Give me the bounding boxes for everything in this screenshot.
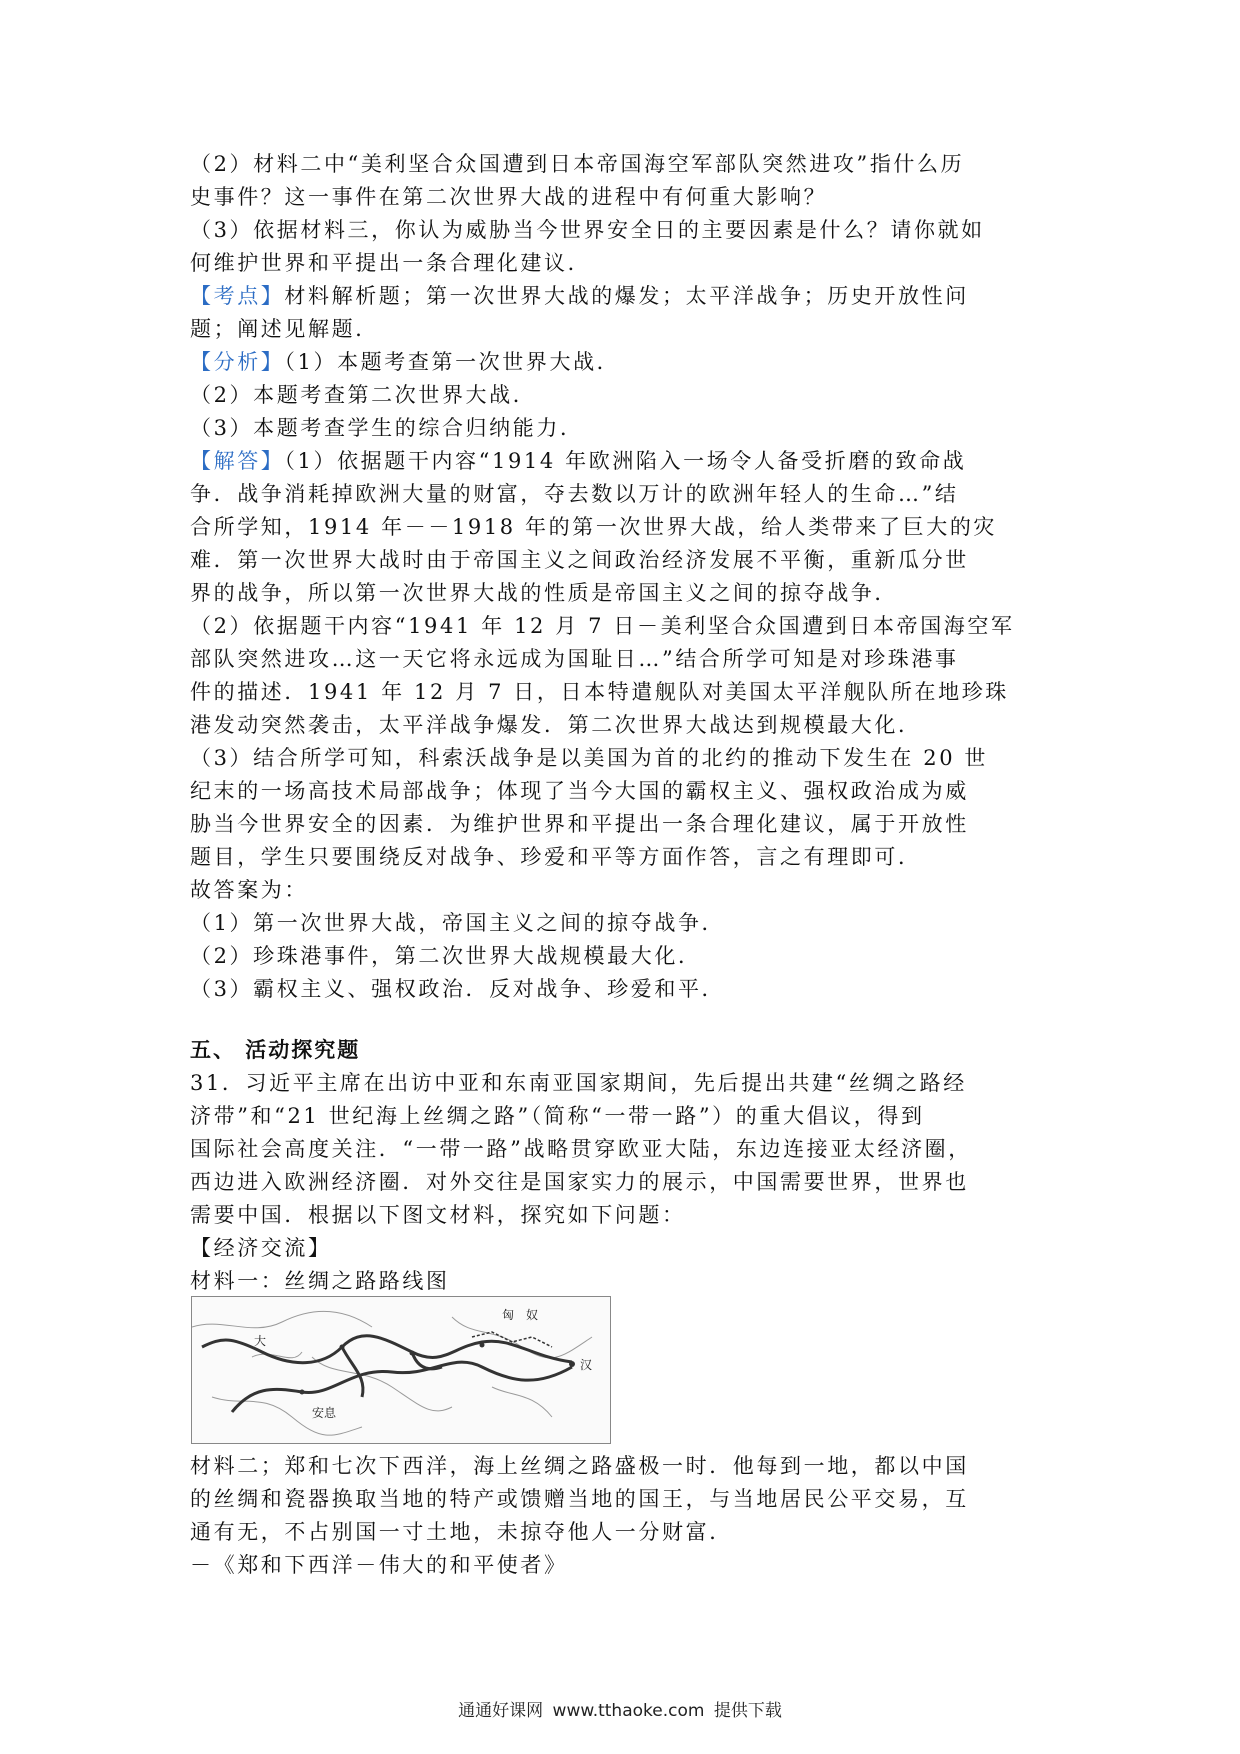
line-text: 件的描述．1941 年 12 月 7 日，日本特遣舰队对美国太平洋舰队所在地珍珠 xyxy=(190,680,1009,704)
section-title: 五、 活动探究题 xyxy=(190,1038,361,1062)
section-tag: 【分析】 xyxy=(190,350,285,374)
line-text: 难．第一次世界大战时由于帝国主义之间政治经济发展不平衡，重新瓜分世 xyxy=(190,548,969,572)
text-line xyxy=(190,775,1060,808)
line-text: 题目，学生只要围绕反对战争、珍爱和平等方面作答，言之有理即可． xyxy=(190,845,922,869)
line-text: （2）本题考查第二次世界大战． xyxy=(190,383,537,407)
line-text: 港发动突然袭击，太平洋战争爆发．第二次世界大战达到规模最大化． xyxy=(190,713,922,737)
section-tag: 【解答】 xyxy=(190,449,285,473)
text-line xyxy=(190,214,1060,247)
line-text: （1）依据题干内容“1914 年欧洲陷入一场令人备受折磨的致命战 xyxy=(284,449,967,473)
text-line xyxy=(190,544,1060,577)
map-label-xiongnu: 匈 奴 xyxy=(502,1308,539,1322)
line-text: （2）依据题干内容“1941 年 12 月 7 日－美利坚合众国遭到日本帝国海空军 xyxy=(190,614,1015,638)
map-label-da: 大 xyxy=(254,1334,267,1348)
text-line xyxy=(190,874,1060,907)
page-footer xyxy=(0,1696,1240,1721)
section-tag: 【考点】 xyxy=(190,284,285,308)
text-line xyxy=(190,841,1060,874)
text-line xyxy=(190,940,1060,973)
line-text: 部队突然进攻…这一天它将永远成为国耻日…”结合所学可知是对珍珠港事 xyxy=(190,647,959,671)
text-line xyxy=(190,577,1060,610)
text-line xyxy=(190,511,1060,544)
text-line xyxy=(190,346,1060,379)
question-line: 材料一：丝绸之路路线图 xyxy=(190,1269,450,1293)
text-line xyxy=(190,148,1060,181)
text-line xyxy=(190,379,1060,412)
text-line xyxy=(190,181,1060,214)
question-line: 需要中国．根据以下图文材料，探究如下问题： xyxy=(190,1203,686,1227)
line-text: 故答案为： xyxy=(190,878,308,902)
text-line xyxy=(190,412,1060,445)
line-text: 争．战争消耗掉欧洲大量的财富，夺去数以万计的欧洲年轻人的生命…”结 xyxy=(190,482,959,506)
line-text: （2）材料二中“美利坚合众国遭到日本帝国海空军部队突然进攻”指什么历 xyxy=(190,152,965,176)
material-line: －《郑和下西洋－伟大的和平使者》 xyxy=(190,1553,568,1577)
silk-road-map xyxy=(191,1296,611,1444)
material-line: 通有无，不占别国一寸土地，未掠夺他人一分财富． xyxy=(190,1520,733,1544)
text-line xyxy=(190,973,1060,1006)
line-text: （3）霸权主义、强权政治．反对战争、珍爱和平． xyxy=(190,977,726,1001)
question-31 xyxy=(190,1067,1060,1298)
text-line xyxy=(190,808,1060,841)
question-line: 31．习近平主席在出访中亚和东南亚国家期间，先后提出共建“丝绸之路经 xyxy=(190,1071,967,1095)
text-line xyxy=(190,247,1060,280)
line-text: 史事件？这一事件在第二次世界大战的进程中有何重大影响？ xyxy=(190,185,828,209)
footer-url[interactable]: www.tthaoke.com xyxy=(552,1701,705,1721)
line-text: 胁当今世界安全的因素．为维护世界和平提出一条合理化建议，属于开放性 xyxy=(190,812,969,836)
after-map-content xyxy=(190,1450,1060,1582)
line-text: 何维护世界和平提出一条合理化建议． xyxy=(190,251,592,275)
question-line: 【经济交流】 xyxy=(190,1236,332,1260)
text-line xyxy=(190,445,1060,478)
text-line xyxy=(190,610,1060,643)
material-line: 的丝绸和瓷器换取当地的特产或馈赠当地的国王，与当地居民公平交易，互 xyxy=(190,1487,969,1511)
text-line xyxy=(190,643,1060,676)
answer-section xyxy=(190,148,1060,1006)
text-line xyxy=(190,676,1060,709)
question-line: 济带”和“21 世纪海上丝绸之路”（简称“一带一路”）的重大倡议，得到 xyxy=(190,1104,925,1128)
text-line xyxy=(190,907,1060,940)
question-line: 国际社会高度关注．“一带一路”战略贯穿欧亚大陆，东边连接亚太经济圈， xyxy=(190,1137,972,1161)
map-label-han: 汉 xyxy=(580,1358,593,1372)
footer-site-name: 通通好课网 xyxy=(458,1701,544,1721)
question-line: 西边进入欧洲经济圈．对外交往是国家实力的展示，中国需要世界，世界也 xyxy=(190,1170,969,1194)
material-two xyxy=(190,1450,1060,1582)
line-text: 题；阐述见解题． xyxy=(190,317,379,341)
line-text: （3）本题考查学生的综合归纳能力． xyxy=(190,416,584,440)
line-text: 合所学知，1914 年－－1918 年的第一次世界大战，给人类带来了巨大的灾 xyxy=(190,515,998,539)
line-text: （2）珍珠港事件，第二次世界大战规模最大化． xyxy=(190,944,702,968)
text-line xyxy=(190,313,1060,346)
text-line xyxy=(190,709,1060,742)
line-text: （1）第一次世界大战，帝国主义之间的掠夺战争． xyxy=(190,911,726,935)
silk-road-map-drawing xyxy=(192,1297,610,1443)
line-text: （3）结合所学可知，科索沃战争是以美国为首的北约的推动下发生在 20 世 xyxy=(190,746,989,770)
line-text: 界的战争，所以第一次世界大战的性质是帝国主义之间的掠夺战争． xyxy=(190,581,898,605)
material-line: 材料二；郑和七次下西洋，海上丝绸之路盛极一时．他每到一地，都以中国 xyxy=(190,1454,969,1478)
line-text: 纪末的一场高技术局部战争；体现了当今大国的霸权主义、强权政治成为威 xyxy=(190,779,969,803)
line-text: （3）依据材料三，你认为威胁当今世界安全日的主要因素是什么？请你就如 xyxy=(190,218,985,242)
page-content xyxy=(190,148,1060,1298)
footer-suffix: 提供下载 xyxy=(713,1701,782,1721)
text-line xyxy=(190,742,1060,775)
section-gap xyxy=(190,1006,1060,1034)
map-label-anxi: 安息 xyxy=(312,1406,337,1420)
text-line xyxy=(190,478,1060,511)
text-line xyxy=(190,280,1060,313)
line-text: 材料解析题；第一次世界大战的爆发；太平洋战争；历史开放性问 xyxy=(284,284,969,308)
line-text: （1）本题考查第一次世界大战． xyxy=(284,350,621,374)
